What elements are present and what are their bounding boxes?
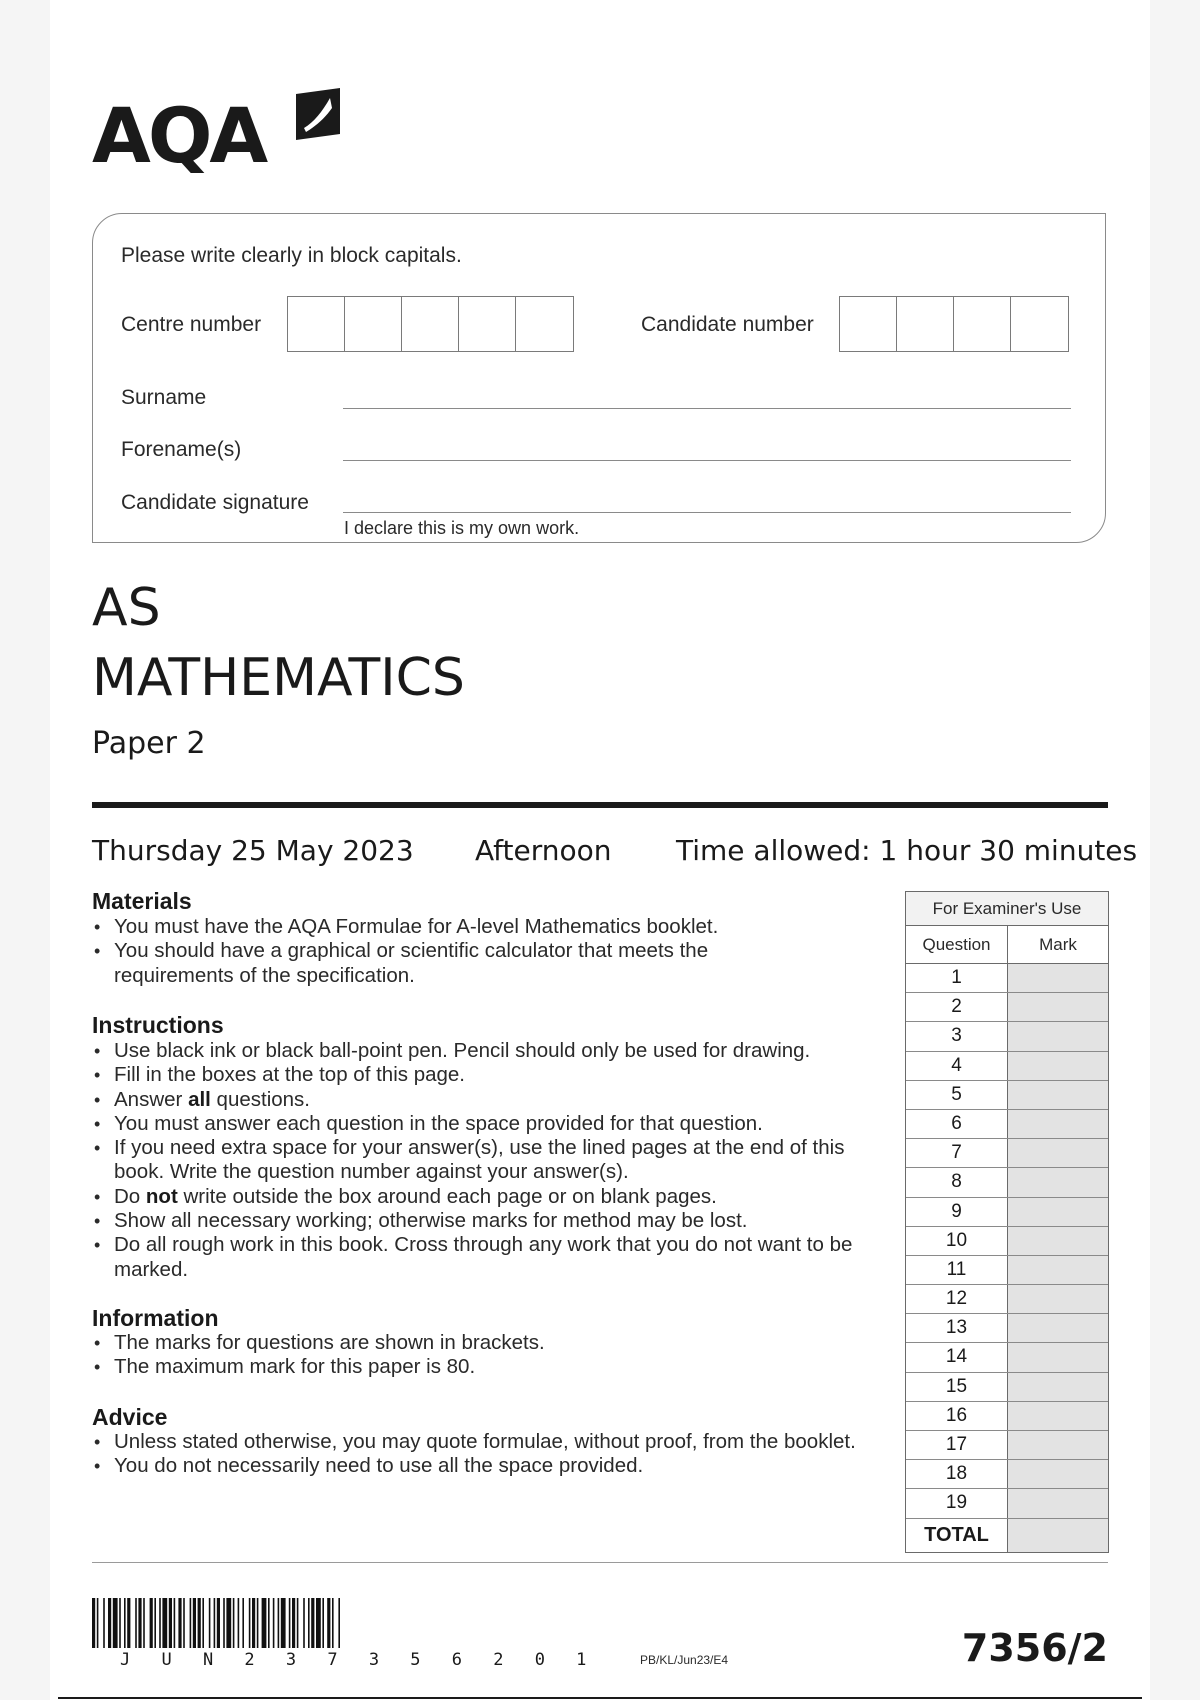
question-number: 19: [906, 1489, 1008, 1517]
question-row: [906, 1198, 1108, 1227]
barcode-bar: [242, 1598, 244, 1648]
materials-list: [92, 915, 892, 988]
barcode-bar: [103, 1598, 105, 1648]
question-number: 15: [906, 1373, 1008, 1401]
question-row: [906, 1431, 1108, 1460]
time-allowed: Time allowed: 1 hour 30 minutes: [676, 834, 1138, 867]
mark-cell: [1008, 1373, 1108, 1401]
instruction-item: • If you need extra space for your answer(s), use the lined pages at the end of this book. Write the question number against your answer(s).: [92, 1136, 894, 1185]
barcode-bar: [143, 1598, 145, 1648]
question-row: [906, 1314, 1108, 1343]
instruction-item: • Show all necessary working; otherwise marks for method may be lost.: [92, 1209, 892, 1233]
barcode-bar: [297, 1598, 299, 1648]
centre-digit-box[interactable]: [516, 297, 573, 351]
barcode-bar: [262, 1598, 267, 1648]
barcode-bar: [249, 1598, 251, 1648]
barcode-bar: [135, 1598, 137, 1648]
barcode-bar: [92, 1598, 95, 1648]
question-row: [906, 1081, 1108, 1110]
examiner-use-table: [905, 891, 1109, 1553]
centre-digit-box[interactable]: [402, 297, 459, 351]
mark-cell: [1008, 1285, 1108, 1313]
candidate-digit-box[interactable]: [954, 297, 1011, 351]
question-row: [906, 1373, 1108, 1402]
question-row: [906, 1227, 1108, 1256]
materials-item: [92, 939, 794, 988]
barcode-bar: [223, 1598, 225, 1648]
block-capitals-instruction: Please write clearly in block capitals.: [121, 244, 462, 267]
question-row: [906, 1489, 1108, 1518]
barcode-bar: [289, 1598, 291, 1648]
examiner-table-header-row: [906, 926, 1108, 964]
instruction-emphasis: all: [188, 1087, 211, 1111]
instruction-text: Answer: [114, 1087, 189, 1111]
mark-cell: [1008, 1110, 1108, 1138]
barcode-bar: [338, 1598, 340, 1648]
mark-cell: [1008, 1314, 1108, 1342]
candidate-details-box: [92, 213, 1106, 543]
signature-label: Candidate signature: [121, 491, 309, 514]
question-row: [906, 1110, 1108, 1139]
question-number: 11: [906, 1256, 1008, 1284]
barcode-bar: [113, 1598, 118, 1648]
barcode: [92, 1598, 474, 1648]
mark-cell: [1008, 1402, 1108, 1430]
instruction-item: • Fill in the boxes at the top of this page.: [92, 1063, 892, 1087]
question-number: 17: [906, 1431, 1008, 1459]
barcode-bar: [327, 1598, 330, 1648]
question-number: 18: [906, 1460, 1008, 1488]
question-number: 3: [906, 1022, 1008, 1050]
mark-cell: [1008, 1256, 1108, 1284]
question-row: [906, 993, 1108, 1022]
mark-cell: [1008, 1343, 1108, 1371]
question-number: 13: [906, 1314, 1008, 1342]
question-row: [906, 1402, 1108, 1431]
mark-cell: [1008, 1168, 1108, 1196]
surname-field[interactable]: [343, 408, 1071, 409]
advice-item: • You do not necessarily need to use all the space provided.: [92, 1454, 892, 1478]
instructions-list: [92, 1039, 892, 1282]
exam-date: Thursday 25 May 2023: [92, 834, 414, 867]
barcode-bar: [124, 1598, 126, 1648]
mark-cell: [1008, 1139, 1108, 1167]
footer-divider: [92, 1562, 1108, 1563]
logo-text: AQA: [92, 91, 266, 180]
barcode-bar: [198, 1598, 201, 1648]
question-number: 8: [906, 1168, 1008, 1196]
instruction-item: • You must answer each question in the space provided for that question.: [92, 1112, 892, 1136]
advice-heading: Advice: [92, 1404, 168, 1430]
information-item: • The marks for questions are shown in brackets.: [92, 1331, 892, 1355]
question-row: [906, 1052, 1108, 1081]
instruction-item: [92, 1185, 892, 1209]
advice-list: [92, 1430, 892, 1479]
question-number: 6: [906, 1110, 1008, 1138]
candidate-number-field[interactable]: [839, 296, 1069, 352]
centre-number-label: Centre number: [121, 313, 262, 336]
question-number: 5: [906, 1081, 1008, 1109]
barcode-bar: [292, 1598, 295, 1648]
materials-item: • You must have the AQA Formulae for A-level Mathematics booklet.: [92, 915, 892, 939]
information-item: • The maximum mark for this paper is 80.: [92, 1355, 892, 1379]
barcode-bar: [308, 1598, 310, 1648]
barcode-bar: [233, 1598, 235, 1648]
forename-label: Forename(s): [121, 438, 242, 461]
mark-cell: [1008, 964, 1108, 992]
candidate-digit-box[interactable]: [840, 297, 897, 351]
barcode-bar: [217, 1598, 220, 1648]
total-mark-cell: [1008, 1519, 1108, 1552]
barcode-bar: [316, 1598, 321, 1648]
paper-code: 7356/2: [961, 1626, 1108, 1670]
barcode-bar: [311, 1598, 314, 1648]
logo-flag-icon: [292, 88, 344, 146]
barcode-bar: [159, 1598, 161, 1648]
barcode-bar: [332, 1598, 334, 1648]
centre-digit-box[interactable]: [288, 297, 345, 351]
subject-title: MATHEMATICS: [92, 648, 465, 708]
question-number: 12: [906, 1285, 1008, 1313]
barcode-bar: [273, 1598, 275, 1648]
paper-title: Paper 2: [92, 726, 206, 761]
barcode-bar: [119, 1598, 121, 1648]
barcode-bar: [257, 1598, 259, 1648]
question-column-header: Question: [906, 926, 1008, 963]
mark-cell: [1008, 1022, 1108, 1050]
barcode-bar: [162, 1598, 167, 1648]
exam-session: Afternoon: [475, 834, 612, 867]
barcode-bar: [281, 1598, 286, 1648]
barcode-bar: [202, 1598, 204, 1648]
advice-item: • Unless stated otherwise, you may quote formulae, without proof, from the booklet.: [92, 1430, 864, 1454]
question-number: 14: [906, 1343, 1008, 1371]
mark-cell: [1008, 1052, 1108, 1080]
barcode-bar: [268, 1598, 270, 1648]
question-row: [906, 1460, 1108, 1489]
mark-cell: [1008, 1460, 1108, 1488]
centre-number-field[interactable]: [287, 296, 574, 352]
barcode-bar: [97, 1598, 99, 1648]
barcode-bar: [303, 1598, 305, 1648]
barcode-bar: [190, 1598, 192, 1648]
mark-cell: [1008, 1227, 1108, 1255]
question-number: 10: [906, 1227, 1008, 1255]
instruction-text: Do: [114, 1184, 146, 1208]
barcode-bar: [278, 1598, 280, 1648]
instruction-item: [92, 1088, 892, 1112]
declaration-text: I declare this is my own work.: [344, 518, 580, 538]
question-number: 7: [906, 1139, 1008, 1167]
barcode-bar: [183, 1598, 185, 1648]
question-number: 4: [906, 1052, 1008, 1080]
barcode-bar: [150, 1598, 153, 1648]
barcode-bar: [238, 1598, 240, 1648]
information-list: [92, 1331, 892, 1380]
candidate-digit-box[interactable]: [897, 297, 954, 351]
mark-cell: [1008, 993, 1108, 1021]
question-number: 1: [906, 964, 1008, 992]
page-bottom-rule: [58, 1697, 1142, 1699]
instruction-item: • Do all rough work in this book. Cross through any work that you do not want to be marked.: [92, 1233, 894, 1282]
mark-cell: [1008, 1489, 1108, 1517]
total-label: TOTAL: [906, 1519, 1008, 1552]
barcode-number: J U N 2 3 7 3 5 6 2 0 1: [120, 1650, 597, 1670]
barcode-bar: [193, 1598, 196, 1648]
barcode-bar: [108, 1598, 111, 1648]
materials-heading: Materials: [92, 888, 192, 914]
question-row: [906, 1022, 1108, 1051]
barcode-bar: [154, 1598, 156, 1648]
question-number: 9: [906, 1198, 1008, 1226]
barcode-bar: [322, 1598, 324, 1648]
barcode-bar: [209, 1598, 211, 1648]
document-reference: PB/KL/Jun23/E4: [640, 1653, 729, 1667]
question-number: 16: [906, 1402, 1008, 1430]
centre-digit-box[interactable]: [345, 297, 402, 351]
question-row: [906, 964, 1108, 993]
signature-field[interactable]: [343, 512, 1071, 513]
information-heading: Information: [92, 1305, 219, 1331]
qualification-level: AS: [92, 578, 161, 638]
barcode-bar: [174, 1598, 176, 1648]
barcode-bar: [226, 1598, 231, 1648]
instructions-heading: Instructions: [92, 1012, 224, 1038]
barcode-bar: [252, 1598, 255, 1648]
candidate-digit-box[interactable]: [1011, 297, 1068, 351]
mark-cell: [1008, 1198, 1108, 1226]
instruction-item: • Use black ink or black ball-point pen. Pencil should only be used for drawing.: [92, 1039, 892, 1063]
materials-item-text: You should have a graphical or scientific calculator that meets the requirements of the specification.: [114, 939, 709, 987]
instruction-emphasis: not: [145, 1184, 178, 1208]
total-row: [906, 1519, 1108, 1552]
question-row: [906, 1285, 1108, 1314]
question-row: [906, 1168, 1108, 1197]
question-row: [906, 1256, 1108, 1285]
centre-digit-box[interactable]: [459, 297, 516, 351]
surname-label: Surname: [121, 386, 207, 409]
question-row: [906, 1343, 1108, 1372]
question-row: [906, 1139, 1108, 1168]
examiner-table-body: [906, 964, 1108, 1519]
instruction-text: questions.: [210, 1087, 311, 1111]
candidate-number-label: Candidate number: [641, 313, 814, 336]
barcode-bar: [178, 1598, 181, 1648]
forename-field[interactable]: [343, 460, 1071, 461]
barcode-bar: [138, 1598, 141, 1648]
examiner-table-heading: For Examiner's Use: [906, 892, 1108, 926]
barcode-bar: [127, 1598, 130, 1648]
mark-column-header: Mark: [1039, 935, 1077, 954]
title-divider: [92, 802, 1108, 808]
instruction-text: write outside the box around each page or on blank pages.: [177, 1184, 717, 1208]
mark-cell: [1008, 1081, 1108, 1109]
question-number: 2: [906, 993, 1008, 1021]
barcode-bar: [169, 1598, 172, 1648]
mark-cell: [1008, 1431, 1108, 1459]
barcode-bar: [214, 1598, 216, 1648]
